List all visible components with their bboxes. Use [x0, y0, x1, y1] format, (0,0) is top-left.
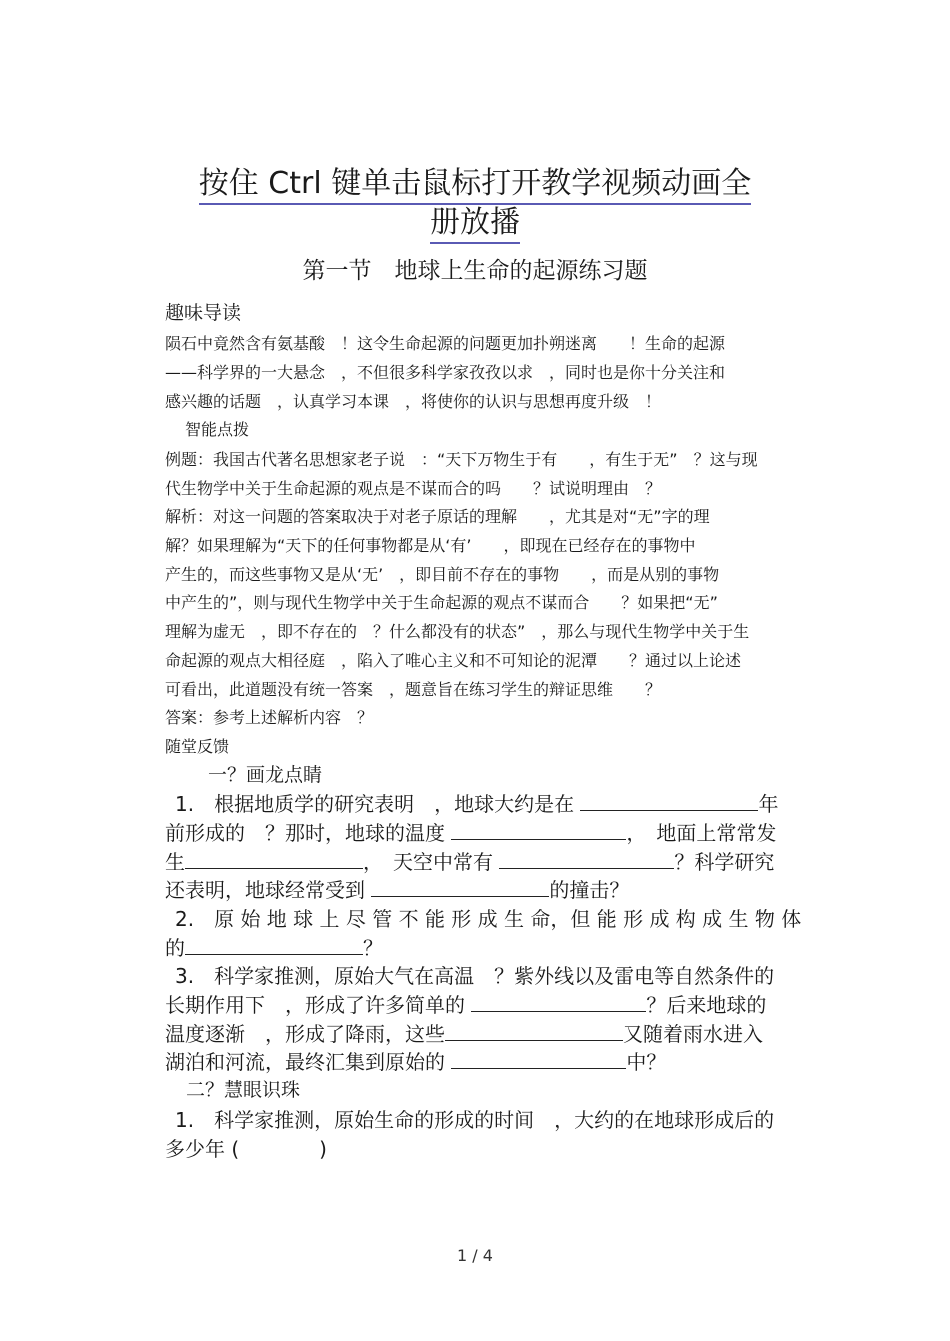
- question-text: 前形成的 ？那时，地球的温度: [165, 821, 445, 845]
- answer-blank[interactable]: [451, 838, 626, 840]
- question-text: ， 天空中常有: [363, 850, 493, 874]
- question-3-line-3: [165, 1018, 763, 1047]
- question-text: ？科学研究: [674, 850, 775, 874]
- question-1-line-3: [165, 846, 774, 875]
- question-1-line-4: [165, 874, 629, 903]
- analysis-line: 解析：对这一问题的答案取决于对老子原话的理解 ，尤其是对“无”字的理: [165, 507, 710, 526]
- analysis-line: 可看出，此道题没有统一答案 ，题意旨在练习学生的辩证思维 ？: [165, 680, 662, 699]
- intro-heading: 趣味导读: [165, 302, 242, 324]
- choice-question-1-line-1: 1. 科学家推测，原始生命的形成的时间 ，大约的在地球形成后的: [175, 1108, 775, 1132]
- question-text: 湖泊和河流，最终汇集到原始的: [165, 1050, 445, 1074]
- question-3-line-2: [165, 989, 766, 1018]
- analysis-line: 中产生的”，则与现代生物学中关于生命起源的观点不谋而合 ？如果把“无”: [165, 593, 718, 612]
- intro-line: 感兴趣的话题 ，认真学习本课 ，将使你的认识与思想再度升级 ！: [165, 392, 662, 411]
- choice-question-1-line-2: 多少年 ( ): [165, 1137, 327, 1161]
- feedback-heading: 随堂反馈: [165, 737, 230, 756]
- question-text: 1. 根据地质学的研究表明 ，地球大约是在: [175, 792, 575, 816]
- analysis-line: 解？如果理解为“天下的任何事物都是从‘有’ ，即现在已经存在的事物中: [165, 536, 696, 555]
- answer-blank[interactable]: [371, 895, 549, 897]
- analysis-line: 命起源的观点大相径庭 ，陷入了唯心主义和不可知论的泥潭 ？通过以上论述: [165, 651, 742, 670]
- tips-heading: 智能点拨: [185, 420, 250, 439]
- answer-blank[interactable]: [451, 1067, 626, 1069]
- analysis-line: 理解为虚无 ，即不存在的 ？什么都没有的状态” ，那么与现代生物学中关于生: [165, 622, 750, 641]
- video-link-line-2[interactable]: 册放播: [430, 205, 520, 244]
- question-text: 的撞击？: [549, 878, 630, 902]
- question-text: 温度逐渐 ，形成了降雨，这些: [165, 1022, 445, 1046]
- question-1-line-2: [165, 817, 776, 846]
- part1-heading: 一？画龙点睛: [208, 764, 323, 786]
- answer-blank[interactable]: [499, 867, 674, 869]
- answer-blank[interactable]: [580, 809, 758, 811]
- answer-blank[interactable]: [445, 1039, 623, 1041]
- question-2-line-2: [165, 932, 383, 961]
- question-text: ， 地面上常常发: [626, 821, 777, 845]
- question-text: 还表明，地球经常受到: [165, 878, 365, 902]
- answer-blank[interactable]: [185, 953, 363, 955]
- question-1-line-1: [175, 788, 778, 817]
- question-text: 生: [165, 850, 185, 874]
- question-text: 的: [165, 936, 185, 960]
- question-text: 年: [758, 792, 779, 816]
- intro-line: 陨石中竟然含有氨基酸 ！这令生命起源的问题更加扑朔迷离 ！生命的起源: [165, 334, 726, 353]
- intro-line: ——科学界的一大悬念 ，不但很多科学家孜孜以求 ，同时也是你十分关注和: [165, 363, 726, 382]
- answer-blank[interactable]: [471, 1010, 646, 1012]
- page-number: 1 / 4: [457, 1246, 493, 1265]
- question-text: ？后来地球的: [646, 993, 767, 1017]
- section-title: 第一节 地球上生命的起源练习题: [302, 258, 648, 284]
- answer-line: 答案：参考上述解析内容 ？: [165, 708, 374, 727]
- answer-blank[interactable]: [185, 867, 363, 869]
- question-text: ？: [363, 936, 383, 960]
- part2-heading: 二？慧眼识珠: [186, 1079, 301, 1101]
- analysis-line: 产生的，而这些事物又是从‘无’ ，即目前不存在的事物 ，而是从别的事物: [165, 565, 720, 584]
- question-2-line-1: 2. 原 始 地 球 上 尽 管 不 能 形 成 生 命，但 能 形 成 构 成 生 物 体: [175, 907, 802, 931]
- question-text: 又随着雨水进入: [623, 1022, 763, 1046]
- video-link-line-1[interactable]: 按住 Ctrl 键单击鼠标打开教学视频动画全: [199, 166, 751, 205]
- example-question-line: 例题：我国古代著名思想家老子说 ：“天下万物生于有 ，有生于无” ？这与现: [165, 450, 758, 469]
- example-question-line: 代生物学中关于生命起源的观点是不谋而合的吗 ？试说明理由 ？: [165, 479, 662, 498]
- question-text: 中？: [626, 1050, 667, 1074]
- page-title[interactable]: [140, 166, 810, 244]
- question-3-line-4: [165, 1046, 666, 1075]
- question-text: 长期作用下 ，形成了许多简单的: [165, 993, 465, 1017]
- question-3-line-1: 3. 科学家推测，原始大气在高温 ？紫外线以及雷电等自然条件的: [175, 964, 775, 988]
